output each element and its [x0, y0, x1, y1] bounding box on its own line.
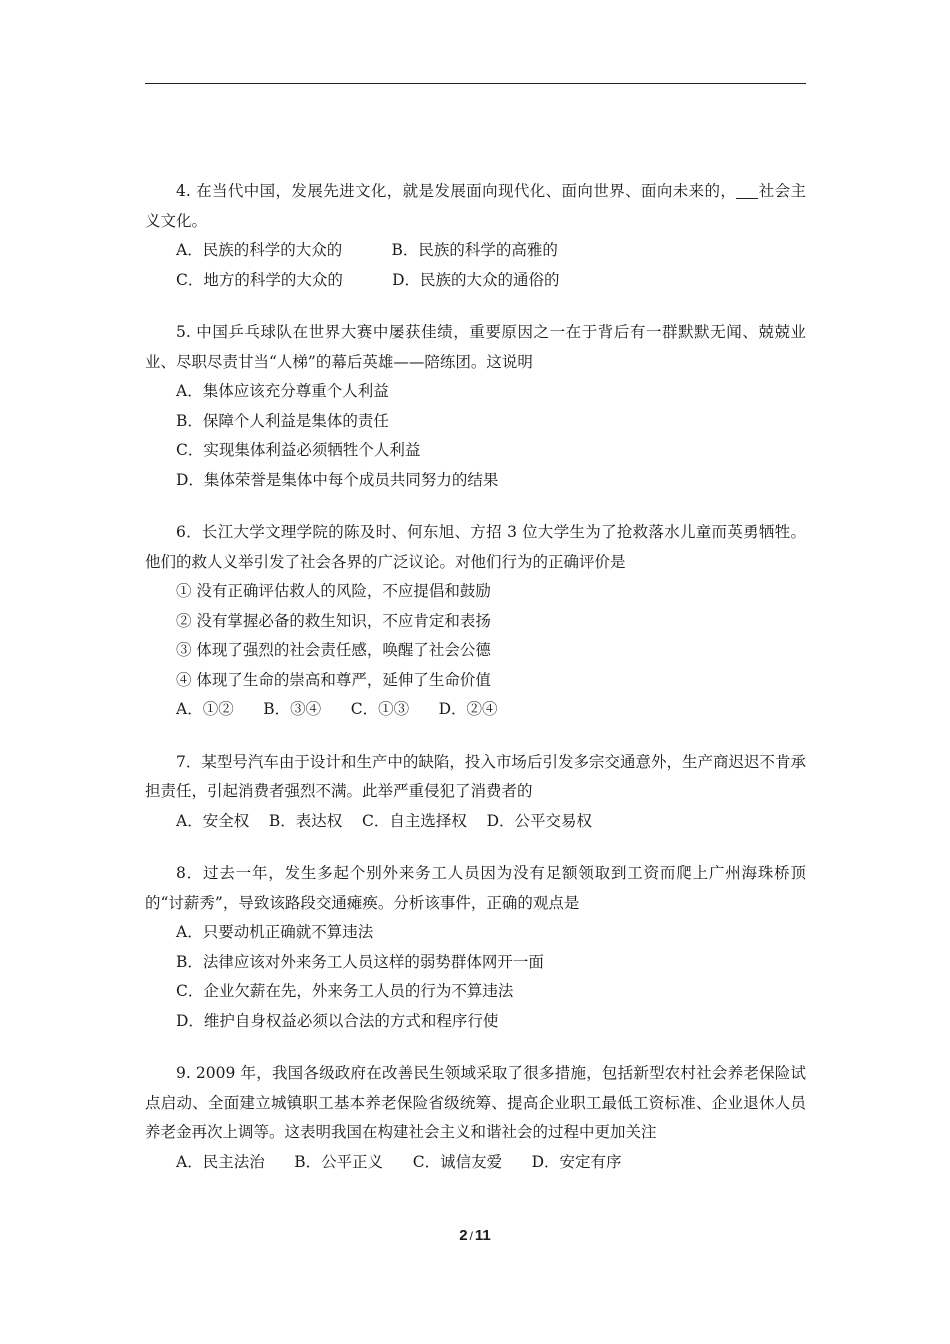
- question-7: [145, 748, 806, 837]
- option-line: A．民主法治 B．公平正义 C．诚信友爱 D．安定有序: [176, 1152, 622, 1171]
- option-line: ① 没有正确评估救人的风险，不应提倡和鼓励: [176, 582, 491, 600]
- question-4: [145, 177, 806, 295]
- question-9: [145, 1059, 806, 1177]
- page-separator: /: [469, 1229, 473, 1243]
- question-stem: 8．过去一年，发生多起个别外来务工人员因为没有足额领取到工资而爬上广州海珠桥顶的“讨薪秀”，导致该路段交通瘫痪。分析该事件，正确的观点是: [145, 864, 806, 912]
- option-line: A．只要动机正确就不算违法: [176, 923, 374, 941]
- option-line: ② 没有掌握必备的救生知识，不应肯定和表扬: [176, 611, 491, 630]
- option-line: B．保障个人利益是集体的责任: [176, 411, 389, 430]
- option-line: A．安全权 B．表达权 C．自主选择权 D．公平交易权: [176, 811, 592, 830]
- option-line: A．集体应该充分尊重个人利益: [176, 382, 389, 400]
- total-pages: 11: [474, 1227, 491, 1244]
- question-8: [145, 859, 806, 1036]
- current-page: 2: [459, 1227, 468, 1244]
- option-line: ④ 体现了生命的崇高和尊严，延伸了生命价值: [176, 670, 491, 689]
- question-6: [145, 518, 806, 725]
- option-line: B．法律应该对外来务工人员这样的弱势群体网开一面: [176, 952, 544, 971]
- option-line: A．民族的科学的大众的 B．民族的科学的高雅的: [176, 241, 558, 259]
- question-5: [145, 318, 806, 495]
- option-line: C．企业欠薪在先，外来务工人员的行为不算违法: [176, 982, 514, 1000]
- option-line: C．实现集体利益必须牺牲个人利益: [176, 441, 421, 459]
- option-line: D．集体荣誉是集体中每个成员共同努力的结果: [176, 470, 499, 489]
- question-stem: 4. 在当代中国，发展先进文化，就是发展面向现代化、面向世界、面向未来的， 社会主义文化。: [145, 182, 806, 230]
- question-stem: 7．某型号汽车由于设计和生产中的缺陷，投入市场后引发多宗交通意外，生产商迟迟不肯承担责任，引起消费者强烈不满。此举严重侵犯了消费者的: [145, 752, 806, 800]
- question-stem: 5. 中国乒乓球队在世界大赛中屡获佳绩，重要原因之一在于背后有一群默默无闻、兢兢业业、尽职尽责甘当“人梯”的幕后英雄——陪练团。这说明: [145, 323, 806, 371]
- page-content: [145, 177, 806, 1200]
- fill-in-blank: [736, 183, 758, 200]
- header-rule: [145, 83, 806, 84]
- page-number: [0, 1227, 950, 1244]
- option-line: A．①② B．③④ C．①③ D．②④: [176, 700, 498, 718]
- question-stem: 6．长江大学文理学院的陈及时、何东旭、方招 3 位大学生为了抢救落水儿童而英勇牺牲。他们的救人义举引发了社会各界的广泛议论。对他们行为的正确评价是: [145, 523, 806, 571]
- option-line: C．地方的科学的大众的 D．民族的大众的通俗的: [176, 270, 560, 289]
- option-line: D．维护自身权益必须以合法的方式和程序行使: [176, 1011, 499, 1030]
- option-line: ③ 体现了强烈的社会责任感，唤醒了社会公德: [176, 641, 491, 659]
- question-stem: 9. 2009 年，我国各级政府在改善民生领域采取了很多措施，包括新型农村社会养老保险试点启动、全面建立城镇职工基本养老保险省级统筹、提高企业职工最低工资标准、企业退休人员养老金再次上调等。这表明我国在构建社会主义和谐社会的过程中更加关注: [145, 1064, 806, 1141]
